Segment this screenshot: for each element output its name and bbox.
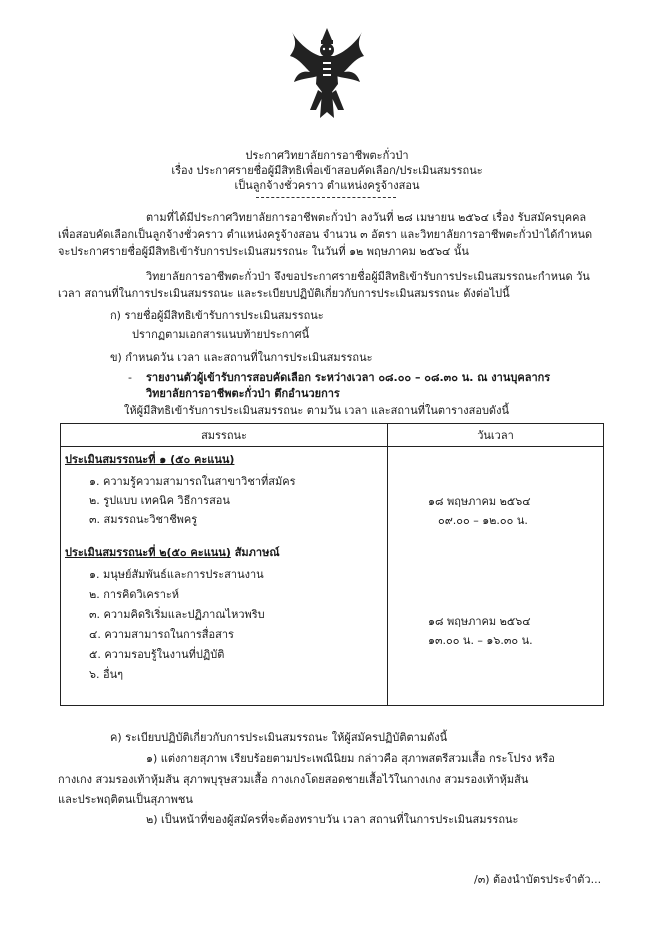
garuda-emblem-icon: [288, 26, 366, 120]
rule-2-line-1: ๒) เป็นหน้าที่ของผู้สมัครที่จะต้องทราบวัน เวลา สถานที่ในการประเมินสมรรถนะ: [146, 813, 519, 826]
datetime-cell: [388, 447, 604, 706]
group-2-time: ๑๓.๐๐ น. – ๑๖.๓๐ น.: [428, 634, 533, 647]
group-2-item-4: ๔. ความสามารถในการสื่อสาร: [89, 628, 234, 641]
group-1-title: ประเมินสมรรถนะที่ ๑ (๕๐ คะแนน): [65, 453, 235, 466]
section-b-dash: -: [128, 371, 132, 384]
announcement-subject: เรื่อง ประกาศรายชื่อผู้มีสิทธิเพื่อเข้าสอบคัดเลือก/ประเมินสมรรถนะ: [171, 164, 483, 177]
continuation-note: /๓) ต้องนำบัตรประจำตัว...: [474, 873, 602, 886]
paragraph-1-line-2: เพื่อสอบคัดเลือกเป็นลูกจ้างชั่วคราว ตำแหน่งครูจ้างสอน จำนวน ๓ อัตรา และวิทยาลัยการอาชีพตะกั่วป่าได้กำหนด: [58, 228, 593, 241]
section-b-report-line-1: รายงานตัวผู้เข้ารับการสอบคัดเลือก ระหว่างเวลา ๐๘.๐๐ – ๐๘.๓๐ น. ณ งานบุคลากร: [146, 371, 551, 384]
paragraph-1-line-1: ตามที่ได้มีประกาศวิทยาลัยการอาชีพตะกั่วป่า ลงวันที่ ๒๘ เมษายน ๒๕๖๔ เรื่อง รับสมัครบุคคล: [146, 211, 587, 224]
group-2-item-6: ๖. อื่นๆ: [89, 668, 124, 681]
header-divider: [256, 197, 396, 198]
section-b-instruction: ให้ผู้มีสิทธิเข้ารับการประเมินสมรรถนะ ตามวัน เวลา และสถานที่ในตารางสอบดังนี้: [124, 404, 509, 417]
section-c-title: ค) ระเบียบปฏิบัติเกี่ยวกับการประเมินสมรรถนะ ให้ผู้สมัครปฏิบัติตามดังนี้: [110, 731, 448, 744]
exam-schedule-table: [60, 423, 604, 706]
group-2-title-main: ประเมินสมรรถนะที่ ๒(๕๐ คะแนน): [65, 546, 231, 559]
announcement-subject-line2: เป็นลูกจ้างชั่วคราว ตำแหน่งครูจ้างสอน: [234, 179, 420, 192]
group-2-item-5: ๕. ความรอบรู้ในงานที่ปฏิบัติ: [89, 648, 225, 661]
group-2-date: ๑๘ พฤษภาคม ๒๕๖๔: [428, 615, 531, 628]
section-b-report-line-2: วิทยาลัยการอาชีพตะกั่วป่า ตึกอำนวยการ: [146, 387, 340, 400]
group-1-item-1: ๑. ความรู้ความสามารถในสาขาวิชาที่สมัคร: [89, 475, 296, 488]
rule-1-line-3: และประพฤติตนเป็นสุภาพชน: [58, 793, 193, 806]
group-2-item-3: ๓. ความคิดริเริ่มและปฏิภาณไหวพริบ: [89, 608, 265, 621]
group-2-item-2: ๒. การคิดวิเคราะห์: [89, 588, 180, 601]
paragraph-1-line-3: จะประกาศรายชื่อผู้มีสิทธิเข้ารับการประเมินสมรรถนะ ในวันที่ ๑๒ พฤษภาคม ๒๕๖๔ นั้น: [58, 245, 469, 258]
paragraph-2-line-1: วิทยาลัยการอาชีพตะกั่วป่า จึงขอประกาศรายชื่อผู้มีสิทธิเข้ารับการประเมินสมรรถนะกำหนด วัน: [146, 270, 590, 283]
section-a-detail: ปรากฏตามเอกสารแนบท้ายประกาศนี้: [132, 328, 310, 341]
rule-1-line-1: ๑) แต่งกายสุภาพ เรียบร้อยตามประเพณีนิยม กล่าวคือ สุภาพสตรีสวมเสื้อ กระโปรง หรือ: [146, 752, 555, 765]
group-2-item-1: ๑. มนุษย์สัมพันธ์และการประสานงาน: [89, 568, 264, 581]
table-header-datetime: วันเวลา: [388, 424, 604, 447]
group-1-date: ๑๘ พฤษภาคม ๒๕๖๔: [428, 495, 531, 508]
rule-1-line-2: กางเกง สวมรองเท้าหุ้มส้น สุภาพบุรุษสวมเสื้อ กางเกงโดยสอดชายเสื้อไว้ในกางเกง สวมรองเท้าหุ้มส้น: [58, 773, 529, 786]
competency-cell: [61, 447, 388, 706]
group-2-title-suffix: สัมภาษณ์: [230, 546, 280, 559]
section-b-title: ข) กำหนดวัน เวลา และสถานที่ในการประเมินสมรรถนะ: [110, 351, 373, 364]
paragraph-2-line-2: เวลา สถานที่ในการประเมินสมรรถนะ และระเบียบปฏิบัติเกี่ยวกับการประเมินสมรรถนะ ดังต่อไปนี้: [58, 287, 510, 300]
section-a-title: ก) รายชื่อผู้มีสิทธิเข้ารับการประเมินสมรรถนะ: [110, 309, 324, 322]
group-1-item-2: ๒. รูปแบบ เทคนิค วิธีการสอน: [89, 494, 230, 507]
group-1-item-3: ๓. สมรรถนะวิชาชีพครู: [89, 513, 198, 526]
group-1-time: ๐๙.๐๐ – ๑๒.๐๐ น.: [438, 514, 528, 527]
group-2-title: [65, 545, 280, 560]
announcement-heading: ประกาศวิทยาลัยการอาชีพตะกั่วป่า: [245, 149, 409, 162]
table-header-competency: สมรรถนะ: [61, 424, 388, 447]
